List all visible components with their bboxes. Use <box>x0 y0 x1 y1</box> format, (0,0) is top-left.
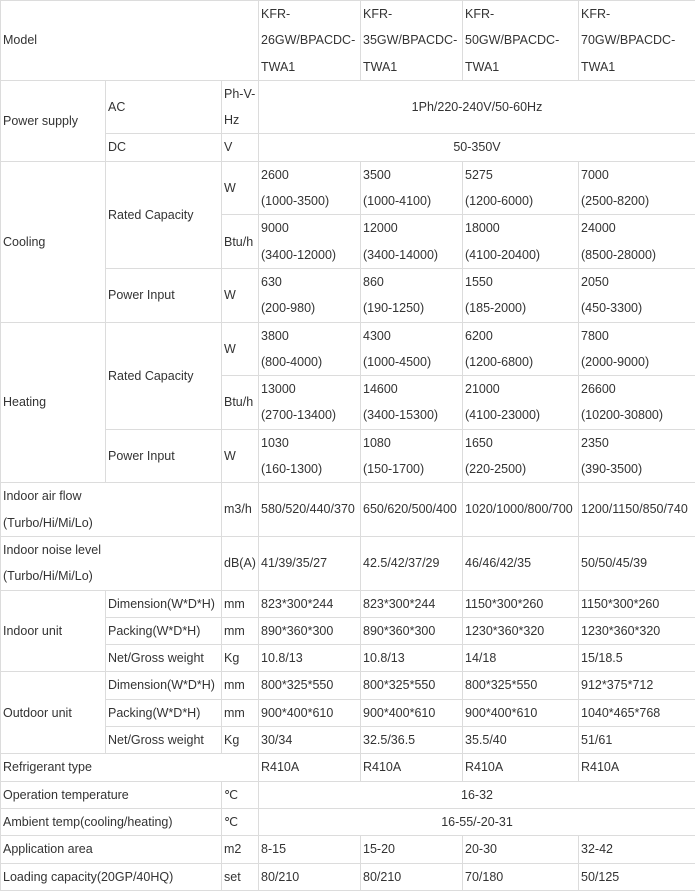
row-heating-capacity-w <box>1 322 695 376</box>
value-cell: 823*300*244 <box>259 590 361 617</box>
ac-value: 1Ph/220-240V/50-60Hz <box>259 80 695 134</box>
unit-cell: Kg <box>222 727 259 754</box>
value-cell: 7000 (2500-8200) <box>579 161 695 215</box>
unit-cell: Btu/h <box>222 376 259 430</box>
row-indoor-weight <box>1 645 695 672</box>
value-cell: 4300 (1000-4500) <box>361 322 463 376</box>
value-cell: 42.5/42/37/29 <box>361 536 463 590</box>
value-cell: 32.5/36.5 <box>361 727 463 754</box>
value-cell: 1230*360*320 <box>463 617 579 644</box>
dc-value: 50-350V <box>259 134 695 161</box>
value-cell: 650/620/500/400 <box>361 483 463 537</box>
value-cell: 5275 (1200-6000) <box>463 161 579 215</box>
value-cell: 50/50/45/39 <box>579 536 695 590</box>
value-cell: 24000 (8500-28000) <box>579 215 695 269</box>
ac-unit: Ph-V- Hz <box>222 80 259 134</box>
ambient-temp-label: Ambient temp(cooling/heating) <box>1 808 222 835</box>
cooling-label: Cooling <box>1 161 106 322</box>
value-cell: 900*400*610 <box>259 699 361 726</box>
value-cell: 1020/1000/800/700 <box>463 483 579 537</box>
value-cell: 18000 (4100-20400) <box>463 215 579 269</box>
row-outdoor-packing <box>1 699 695 726</box>
unit-cell: m2 <box>222 836 259 863</box>
row-model <box>1 1 695 81</box>
row-indoor-noise <box>1 536 695 590</box>
value-cell: 10.8/13 <box>259 645 361 672</box>
unit-cell: mm <box>222 699 259 726</box>
value-cell: 41/39/35/27 <box>259 536 361 590</box>
value-cell: 3800 (800-4000) <box>259 322 361 376</box>
unit-cell: set <box>222 863 259 890</box>
value-cell: 13000 (2700-13400) <box>259 376 361 430</box>
value-cell: 860 (190-1250) <box>361 268 463 322</box>
operation-temp-value: 16-32 <box>259 781 695 808</box>
heating-power-input-label: Power Input <box>106 429 222 483</box>
sub-label: Packing(W*D*H) <box>106 617 222 644</box>
unit-cell: W <box>222 322 259 376</box>
row-indoor-air-flow <box>1 483 695 537</box>
row-power-ac <box>1 80 695 134</box>
value-cell: 1550 (185-2000) <box>463 268 579 322</box>
ambient-temp-value: 16-55/-20-31 <box>259 808 695 835</box>
indoor-noise-label: Indoor noise level (Turbo/Hi/Mi/Lo) <box>1 536 222 590</box>
unit-cell: m3/h <box>222 483 259 537</box>
value-cell: 1150*300*260 <box>463 590 579 617</box>
sub-label: Dimension(W*D*H) <box>106 590 222 617</box>
power-supply-label: Power supply <box>1 80 106 161</box>
value-cell: 912*375*712 <box>579 672 695 699</box>
value-cell: 1080 (150-1700) <box>361 429 463 483</box>
cooling-rated-capacity-label: Rated Capacity <box>106 161 222 268</box>
value-cell: 1150*300*260 <box>579 590 695 617</box>
value-cell: 80/210 <box>259 863 361 890</box>
value-cell: 900*400*610 <box>361 699 463 726</box>
value-cell: 10.8/13 <box>361 645 463 672</box>
refrigerant-label: Refrigerant type <box>1 754 259 781</box>
dc-label: DC <box>106 134 222 161</box>
value-cell: 9000 (3400-12000) <box>259 215 361 269</box>
row-indoor-packing <box>1 617 695 644</box>
model-name-cell: KFR- 35GW/BPACDC- TWA1 <box>361 1 463 81</box>
heating-rated-capacity-label: Rated Capacity <box>106 322 222 429</box>
value-cell: 800*325*550 <box>361 672 463 699</box>
row-power-dc <box>1 134 695 161</box>
value-cell: 8-15 <box>259 836 361 863</box>
unit-cell: ℃ <box>222 781 259 808</box>
cooling-power-input-label: Power Input <box>106 268 222 322</box>
value-cell: 823*300*244 <box>361 590 463 617</box>
ac-label: AC <box>106 80 222 134</box>
value-cell: R410A <box>361 754 463 781</box>
value-cell: 51/61 <box>579 727 695 754</box>
value-cell: 6200 (1200-6800) <box>463 322 579 376</box>
sub-label: Net/Gross weight <box>106 727 222 754</box>
value-cell: 800*325*550 <box>463 672 579 699</box>
value-cell: 14600 (3400-15300) <box>361 376 463 430</box>
value-cell: R410A <box>463 754 579 781</box>
value-cell: 2600 (1000-3500) <box>259 161 361 215</box>
unit-cell: Btu/h <box>222 215 259 269</box>
unit-cell: Kg <box>222 645 259 672</box>
row-cooling-power-input <box>1 268 695 322</box>
value-cell: 630 (200-980) <box>259 268 361 322</box>
value-cell: 15/18.5 <box>579 645 695 672</box>
row-cooling-capacity-w <box>1 161 695 215</box>
value-cell: 14/18 <box>463 645 579 672</box>
value-cell: 2050 (450-3300) <box>579 268 695 322</box>
value-cell: 1650 (220-2500) <box>463 429 579 483</box>
value-cell: 1230*360*320 <box>579 617 695 644</box>
heating-label: Heating <box>1 322 106 483</box>
unit-cell: W <box>222 161 259 215</box>
value-cell: 1200/1150/850/740 <box>579 483 695 537</box>
value-cell: 21000 (4100-23000) <box>463 376 579 430</box>
value-cell: R410A <box>579 754 695 781</box>
model-label: Model <box>1 1 259 81</box>
unit-cell: W <box>222 268 259 322</box>
sub-label: Net/Gross weight <box>106 645 222 672</box>
value-cell: 1030 (160-1300) <box>259 429 361 483</box>
outdoor-unit-label: Outdoor unit <box>1 672 106 754</box>
model-name-cell: KFR- 70GW/BPACDC- TWA1 <box>579 1 695 81</box>
value-cell: R410A <box>259 754 361 781</box>
model-name-cell: KFR- 26GW/BPACDC- TWA1 <box>259 1 361 81</box>
loading-capacity-label: Loading capacity(20GP/40HQ) <box>1 863 222 890</box>
value-cell: 50/125 <box>579 863 695 890</box>
unit-cell: mm <box>222 617 259 644</box>
indoor-air-flow-label: Indoor air flow (Turbo/Hi/Mi/Lo) <box>1 483 222 537</box>
value-cell: 3500 (1000-4100) <box>361 161 463 215</box>
application-area-label: Application area <box>1 836 222 863</box>
value-cell: 1040*465*768 <box>579 699 695 726</box>
value-cell: 12000 (3400-14000) <box>361 215 463 269</box>
unit-cell: dB(A) <box>222 536 259 590</box>
value-cell: 20-30 <box>463 836 579 863</box>
unit-cell: W <box>222 429 259 483</box>
dc-unit: V <box>222 134 259 161</box>
value-cell: 890*360*300 <box>361 617 463 644</box>
value-cell: 26600 (10200-30800) <box>579 376 695 430</box>
value-cell: 70/180 <box>463 863 579 890</box>
value-cell: 32-42 <box>579 836 695 863</box>
value-cell: 46/46/42/35 <box>463 536 579 590</box>
unit-cell: mm <box>222 590 259 617</box>
unit-cell: ℃ <box>222 808 259 835</box>
row-refrigerant <box>1 754 695 781</box>
row-heating-power-input <box>1 429 695 483</box>
row-outdoor-weight <box>1 727 695 754</box>
value-cell: 890*360*300 <box>259 617 361 644</box>
value-cell: 30/34 <box>259 727 361 754</box>
row-ambient-temp <box>1 808 695 835</box>
sub-label: Packing(W*D*H) <box>106 699 222 726</box>
value-cell: 35.5/40 <box>463 727 579 754</box>
value-cell: 15-20 <box>361 836 463 863</box>
value-cell: 7800 (2000-9000) <box>579 322 695 376</box>
indoor-unit-label: Indoor unit <box>1 590 106 672</box>
row-operation-temp <box>1 781 695 808</box>
row-indoor-dimension <box>1 590 695 617</box>
value-cell: 900*400*610 <box>463 699 579 726</box>
row-outdoor-dimension <box>1 672 695 699</box>
sub-label: Dimension(W*D*H) <box>106 672 222 699</box>
value-cell: 80/210 <box>361 863 463 890</box>
value-cell: 800*325*550 <box>259 672 361 699</box>
value-cell: 2350 (390-3500) <box>579 429 695 483</box>
unit-cell: mm <box>222 672 259 699</box>
row-application-area <box>1 836 695 863</box>
model-name-cell: KFR- 50GW/BPACDC- TWA1 <box>463 1 579 81</box>
value-cell: 580/520/440/370 <box>259 483 361 537</box>
operation-temp-label: Operation temperature <box>1 781 222 808</box>
